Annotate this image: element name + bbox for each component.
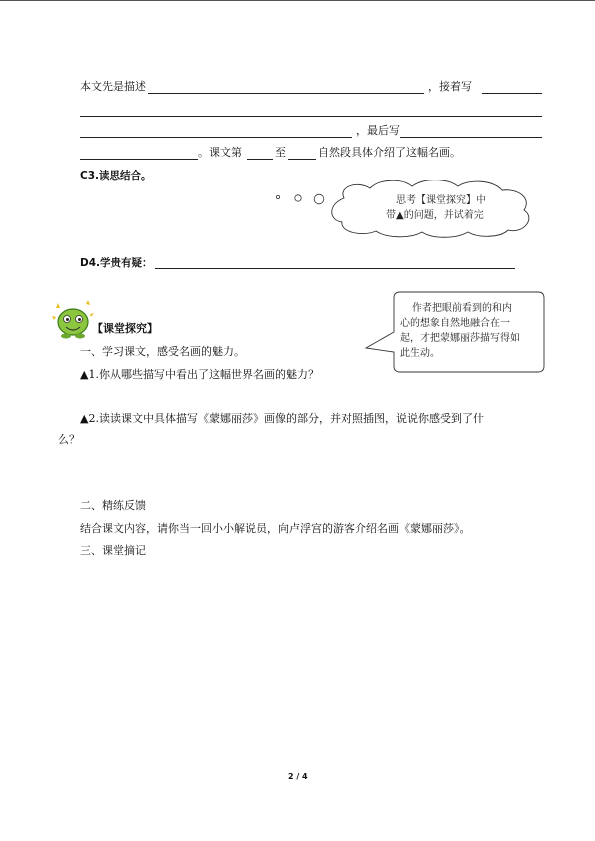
blank-para-to[interactable] (288, 159, 316, 160)
page-number: 2 / 4 (288, 772, 308, 781)
bubble-line2: 心的想象自然地融合在一 (400, 318, 510, 329)
thought-dot-large (314, 194, 324, 204)
explore-q1: ▲1.你从哪些描写中看出了这幅世界名画的魅力？ (80, 368, 319, 381)
explore-q2-line2: 么？ (58, 433, 80, 446)
fill-line4-a: 。课文第 (198, 146, 242, 159)
feedback-section2: 二、精练反馈 (80, 499, 146, 512)
explore-section1: 一、学习课文，感受名画的魅力。 (80, 345, 245, 358)
blank-line-2[interactable] (80, 116, 542, 117)
feedback-section3: 三、课堂摘记 (80, 544, 146, 557)
fill-line4-b: 至 (275, 146, 286, 159)
d4-question-blank[interactable] (155, 268, 515, 269)
blank-line-4[interactable] (80, 159, 198, 160)
blank-finally-write[interactable] (400, 137, 542, 138)
cartoon-mascot-icon (52, 300, 94, 340)
bubble-line3: 起，才把蒙娜丽莎描写得如 (400, 333, 520, 344)
bubble-line4: 此生动。 (400, 348, 440, 359)
cloud-text-line1: 思考【课堂探究】中 (396, 195, 486, 206)
blank-then-write[interactable] (482, 93, 542, 94)
blank-para-from[interactable] (247, 159, 273, 160)
fill-line4-c: 自然段具体介绍了这幅名画。 (318, 146, 461, 159)
fill-line3-mid: ，最后写 (356, 124, 400, 137)
cloud-text-line2: 带▲的问题，并试着完 (386, 210, 484, 221)
bubble-line1: 作者把眼前看到的和内 (412, 303, 512, 314)
feedback-task: 结合课文内容，请你当一回小小解说员，向卢浮宫的游客介绍名画《蒙娜丽莎》。 (80, 522, 471, 535)
thought-dot-small (276, 195, 279, 198)
c3-heading: C3.读思结合。 (80, 170, 152, 182)
explore-q2-line1: ▲2.读读课文中具体描写《蒙娜丽莎》画像的部分，并对照插图，说说你感受到了什 (80, 412, 484, 425)
page-top-border (0, 0, 595, 1)
fill-line1-mid: ，接着写 (428, 80, 472, 93)
thought-dot-medium (295, 195, 301, 201)
fill-line1-prefix: 本文先是描述 (80, 80, 146, 93)
blank-describe[interactable] (148, 93, 424, 94)
explore-heading: 【课堂探究】 (92, 322, 158, 335)
d4-heading: D4.学贵有疑： (80, 257, 153, 269)
blank-line-3a[interactable] (80, 137, 352, 138)
